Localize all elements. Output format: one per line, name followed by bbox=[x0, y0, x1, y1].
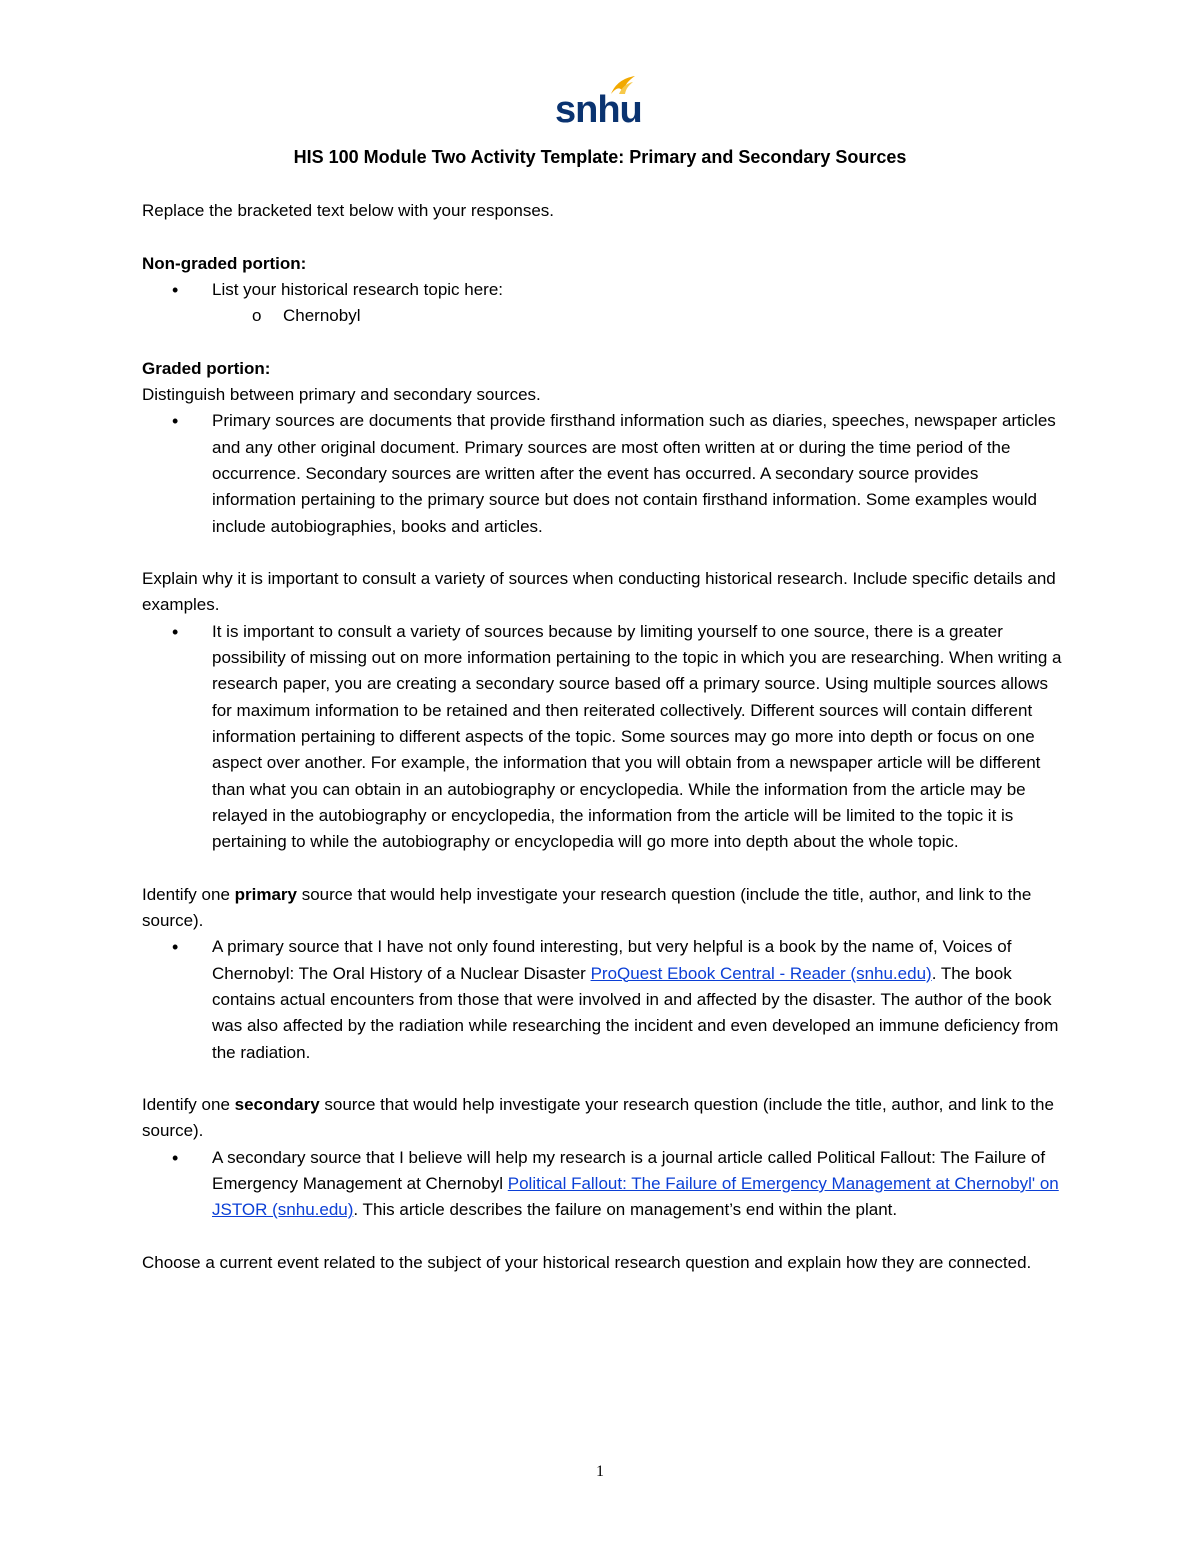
question-4-pre: Identify one bbox=[142, 1095, 235, 1115]
topic-prompt: List your historical research topic here: bbox=[212, 279, 504, 299]
answer-2-list bbox=[142, 619, 1062, 856]
list-item bbox=[142, 277, 1062, 303]
intro-text: Replace the bracketed text below with your responses. bbox=[142, 201, 555, 220]
page-title: HIS 100 Module Two Activity Template: Primary and Secondary Sources bbox=[293, 147, 907, 167]
snhu-logo bbox=[555, 74, 642, 132]
list-item bbox=[142, 303, 1062, 329]
question-1: Distinguish between primary and secondary sources. bbox=[142, 385, 541, 405]
page-number: 1 bbox=[596, 1463, 604, 1480]
topic-sublist bbox=[142, 303, 1062, 329]
list-item bbox=[142, 934, 1062, 1065]
proquest-link[interactable]: ProQuest Ebook Central - Reader (snhu.edu) bbox=[590, 963, 932, 983]
document-body bbox=[142, 198, 1062, 1276]
graded-heading: Graded portion: bbox=[142, 358, 271, 378]
non-graded-heading: Non-graded portion: bbox=[142, 253, 307, 273]
jstor-link[interactable]: Political Fallout: The Failure of Emergency Management at Chernobyl' on JSTOR (snhu.edu) bbox=[212, 1173, 1059, 1220]
answer-3-list bbox=[142, 934, 1062, 1065]
answer-3-pre: A primary source that I have not only found interesting, but very helpful is a book by the name of, Voices of Chernobyl: The Oral History of a Nuclear Disaster bbox=[212, 937, 1012, 983]
question-3-post: source that would help investigate your research question (include the title, author, and link to the source). bbox=[142, 884, 1032, 931]
list-item bbox=[142, 408, 1062, 539]
non-graded-list bbox=[142, 277, 1062, 303]
question-3-emphasis: primary bbox=[234, 884, 297, 904]
question-4-emphasis: secondary bbox=[234, 1095, 320, 1115]
answer-4-list bbox=[142, 1145, 1062, 1224]
question-4 bbox=[142, 1092, 1062, 1145]
answer-4-post: . This article describes the failure on management’s end within the plant. bbox=[353, 1200, 898, 1220]
logo-text: snhu bbox=[555, 89, 642, 131]
question-3 bbox=[142, 882, 1062, 935]
answer-1-list bbox=[142, 408, 1062, 539]
answer-1: Primary sources are documents that provide firsthand information such as diaries, speeches, newspaper articles and any other original document. Primary sources are most often written at or during the time period of the occurrence. Secondary sources are written after the event has occurred. A secondary source provides information pertaining to the primary source but does not contain firsthand information. Some examples would include autobiographies, books and articles. bbox=[212, 411, 1056, 536]
answer-4-pre: A secondary source that I believe will help my research is a journal article called Political Fallout: The Failure of Emergency Management at Chernobyl bbox=[212, 1147, 1046, 1193]
question-4-post: source that would help investigate your research question (include the title, author, and link to the source). bbox=[142, 1095, 1054, 1141]
list-item bbox=[142, 619, 1062, 856]
topic-value: Chernobyl bbox=[283, 306, 361, 326]
list-item bbox=[142, 1145, 1062, 1224]
question-3-pre: Identify one bbox=[142, 884, 235, 904]
answer-3-post: . The book contains actual encounters from those that were involved in and affected by the disaster. The author of the book was also affected by the radiation while researching the incident and even developed an immune deficiency from the radiation. bbox=[212, 963, 1059, 1062]
question-5: Choose a current event related to the subject of your historical research question and explain how they are connected. bbox=[142, 1252, 1032, 1272]
question-2: Explain why it is important to consult a variety of sources when conducting historical research. Include specific details and examples. bbox=[142, 569, 1056, 615]
answer-2: It is important to consult a variety of sources because by limiting yourself to one source, there is a greater possibility of missing out on more information pertaining to the topic in which you are researching. When writing a research paper, you are creating a secondary source based off a primary source. Using multiple sources allows for maximum information to be retained and then reiterated collectively. Different sources will contain different information pertaining to different aspects of the topic. Some sources may go more into depth or focus on one aspect over another. For example, the information that you will obtain from a newspaper article will be different than what you can obtain in an autobiography or encyclopedia. While the information from the article may be relayed in the autobiography or encyclopedia, the information from the article will be limited to the topic it is pertaining to while the autobiography or encyclopedia will go more into depth about the whole topic. bbox=[212, 621, 1062, 852]
